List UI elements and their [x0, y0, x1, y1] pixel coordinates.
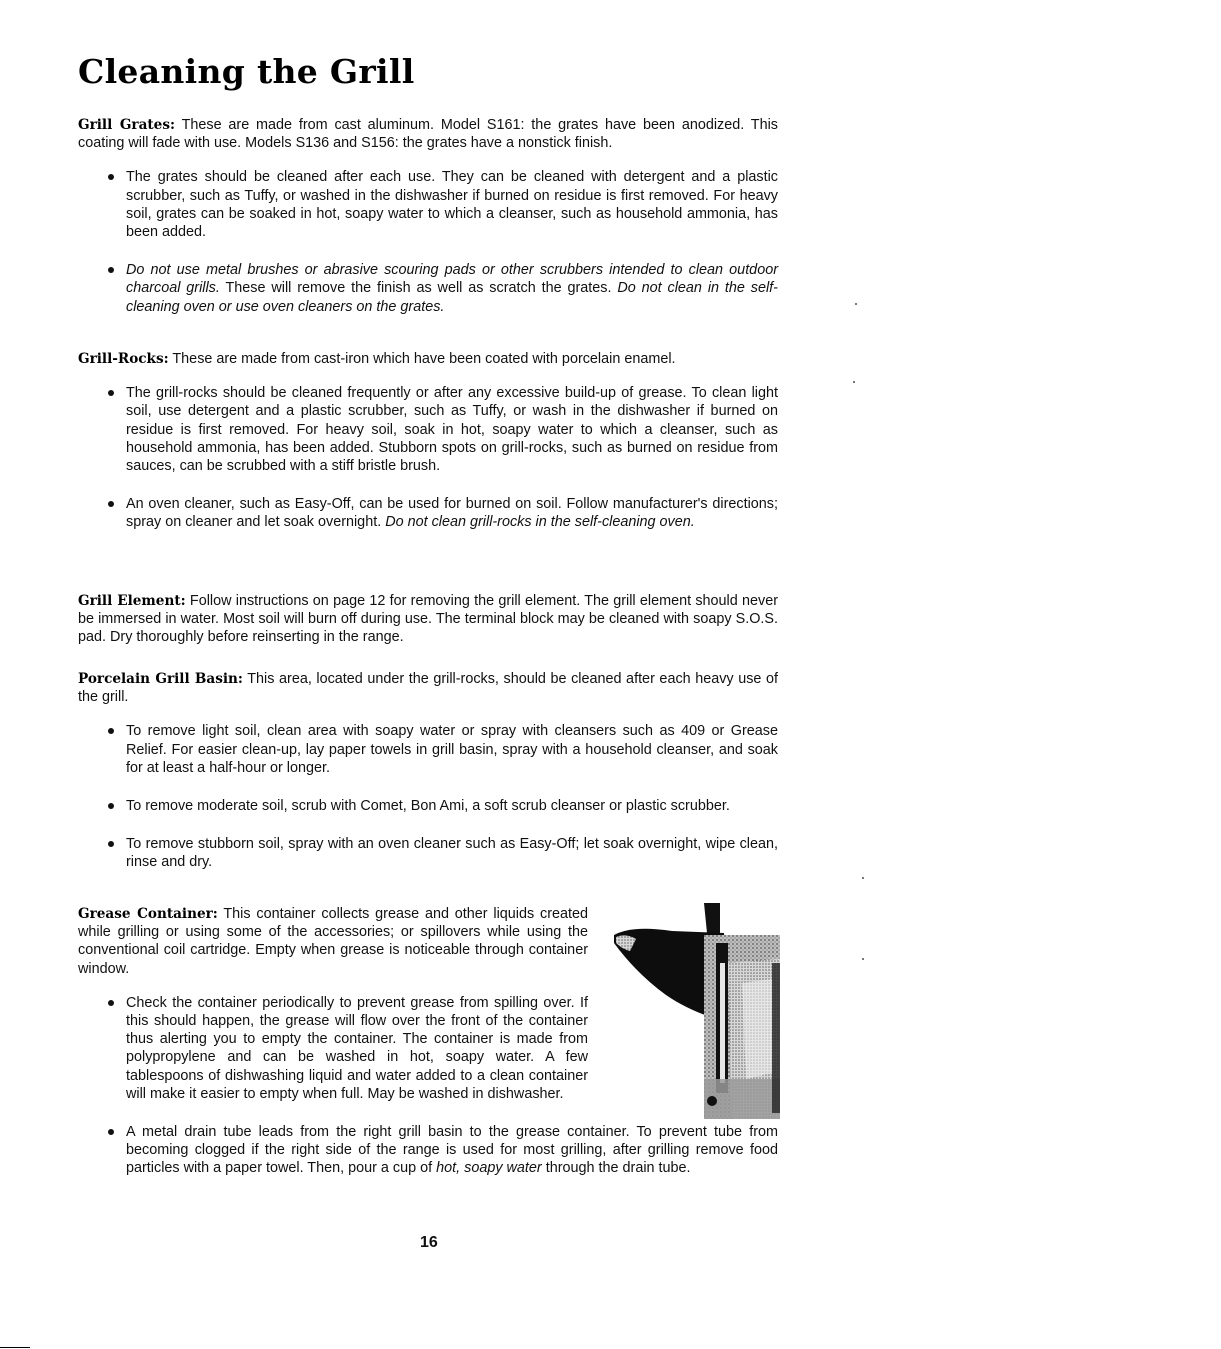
list-item: The grill-rocks should be cleaned frequently or after any excessive build-up of grease. To clean light soil, use detergent and a plastic scrubber, such as Tuffy, or wash in the dishwasher if burned on residue is first removed. For heavy soil, soak in hot, soapy water to which a cleanser, such as household ammonia, has been added. Stubborn spots on grill-rocks, such as burned on residue from sauces, can be scrubbed with a stiff bristle brush.: [78, 384, 778, 475]
bullet-icon: [108, 174, 114, 180]
list-item: To remove light soil, clean area with soapy water or spray with cleansers such as 409 or Grease Relief. For easier clean-up, lay paper towels in grill basin, spray with a household cleanser, and soak for at least a half-hour or longer.: [78, 722, 778, 777]
bullet-icon: [108, 390, 114, 396]
bullet-list: [78, 168, 778, 315]
bullet-icon: [108, 1000, 114, 1006]
section-intro: This container collects grease and other liquids created while grilling or using some of the accessories; or spillovers while using the conventional coil cartridge. Empty when grease is noticeable through container window.: [78, 906, 589, 977]
section-porcelain-grill-basin: [78, 670, 778, 892]
bullet-icon: [108, 1129, 114, 1135]
scan-speck: [862, 958, 864, 960]
bullet-icon: [108, 728, 114, 734]
list-item: To remove moderate soil, scrub with Comet, Bon Ami, a soft scrub cleanser or plastic scrubber.: [78, 797, 778, 815]
grease-container-photo: [612, 903, 780, 1119]
list-item: Do not use metal brushes or abrasive scouring pads or other scrubbers intended to clean outdoor charcoal grills. These will remove the finish as well as scratch the grates. Do not clean in the self-cleaning oven or use oven cleaners on the grates.: [78, 261, 778, 316]
list-item: The grates should be cleaned after each use. They can be cleaned with detergent and a plastic scrubber, such as Tuffy, or washed in the dishwasher if burned on residue is first removed. For heavy soil, grates can be soaked in hot, soapy water to which a cleanser, such as household ammonia, has been added.: [78, 168, 778, 241]
list-item: A metal drain tube leads from the right grill basin to the grease container. To prevent tube from becoming clogged if the right side of the range is used for most grilling, after grilling remove food particles with a paper towel. Then, pour a cup of hot, soapy water through the drain tube.: [78, 1123, 778, 1178]
scan-speck: [862, 877, 864, 879]
section-grease-container: [78, 905, 778, 1178]
section-heading: Grill-Rocks:: [78, 351, 169, 367]
section-grill-grates: [78, 116, 778, 336]
bullet-icon: [108, 501, 114, 507]
section-intro: These are made from cast aluminum. Model S161: the grates have been anodized. This coating will fade with use. Models S136 and S156: the grates have a nonstick finish.: [78, 117, 778, 152]
section-heading: Grill Grates:: [78, 117, 175, 133]
scan-edge-mark: [0, 1347, 30, 1348]
bullet-list: [78, 994, 778, 1178]
page-number: 16: [420, 1234, 438, 1251]
bullet-icon: [108, 803, 114, 809]
list-item: An oven cleaner, such as Easy-Off, can be used for burned on soil. Follow manufacturer's directions; spray on cleaner and let soak overnight. Do not clean grill-rocks in the self-cleaning oven.: [78, 495, 778, 531]
section-grill-rocks: [78, 350, 778, 552]
section-grill-element: [78, 592, 778, 647]
scan-speck: [855, 303, 857, 305]
section-heading: Porcelain Grill Basin:: [78, 671, 243, 687]
bullet-icon: [108, 267, 114, 273]
list-item: To remove stubborn soil, spray with an oven cleaner such as Easy-Off; let soak overnight, wipe clean, rinse and dry.: [78, 835, 778, 871]
list-item: Check the container periodically to prevent grease from spilling over. If this should happen, the grease will flow over the front of the container thus alerting you to empty the container. The container is made from polypropylene and can be washed in hot, soapy water. A few tablespoons of dishwashing liquid and water added to a clean container will make it easier to empty when full. May be washed in dishwasher.: [78, 994, 588, 1103]
bullet-list: [78, 722, 778, 871]
section-heading: Grease Container:: [78, 906, 218, 922]
bullet-list: [78, 384, 778, 531]
grease-container-illustration: [612, 903, 780, 1119]
page-title: Cleaning the Grill: [78, 52, 415, 91]
scan-speck: [853, 381, 855, 383]
section-heading: Grill Element:: [78, 593, 186, 609]
section-intro: These are made from cast-iron which have been coated with porcelain enamel.: [172, 351, 676, 367]
section-intro: This area, located under the grill-rocks, should be cleaned after each heavy use of the grill.: [78, 671, 778, 706]
bullet-icon: [108, 841, 114, 847]
section-intro: Follow instructions on page 12 for removing the grill element. The grill element should never be immersed in water. Most soil will burn off during use. The terminal block may be cleaned with soapy S.O.S. pad. Dry thoroughly before reinserting in the range.: [78, 593, 779, 646]
